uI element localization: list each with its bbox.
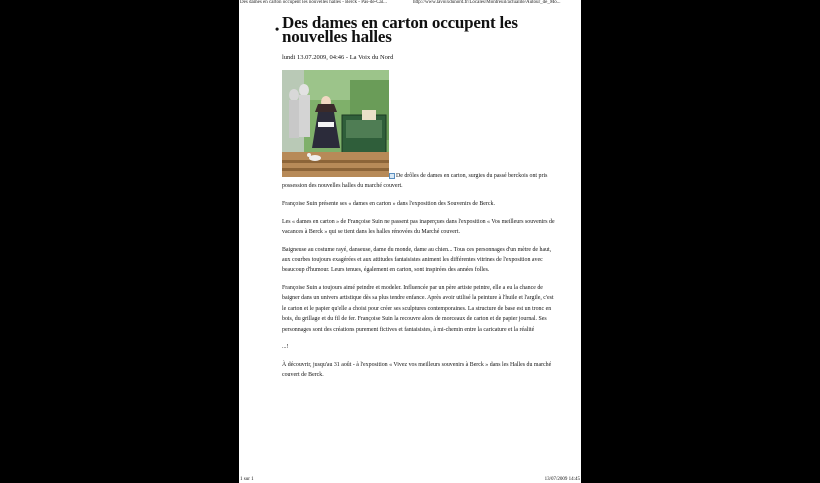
image-link-icon[interactable] — [389, 173, 395, 179]
article-paragraph: Les « dames en carton » de Françoise Suin ne passent pas inaperçues dans l'exposition « Vos meilleurs souvenirs de vacances à Berck » qui se tient dans les halles rénovées du Marché couvert. — [282, 218, 555, 235]
article-paragraph: De drôles de dames en carton, surgies du passé berckois ont pris possession des nouvelles halles du marché couvert. — [282, 173, 548, 190]
printed-page — [239, 0, 581, 483]
article-dateline: lundi 13.07.2009, 04:46 - La Voix du Nord — [282, 54, 394, 61]
print-footer-page: 1 sur 1 — [240, 477, 254, 482]
title-bullet-icon: • — [275, 22, 280, 36]
article-paragraph: À découvrir, jusqu'au 31 août - à l'exposition « Vivez vos meilleurs souvenirs à Berck » dans les Halles du marché couvert de Berck. — [282, 361, 552, 379]
photo-illustration — [282, 70, 389, 177]
article-body — [282, 171, 558, 388]
print-footer-timestamp: 13/07/2009 14:45 — [544, 477, 580, 482]
print-header-title: Des dames en carton occupent les nouvelles halles - Berck - Pas-de-Cal... — [240, 0, 387, 5]
print-header-url: http://www.lavoixdunord.fr/Locales/Montreuil/actualite/Autour_de_Mo... — [413, 0, 561, 5]
article-paragraph: Françoise Suin présente ses « dames en carton » dans l'exposition des Souvenirs de Berck. — [282, 201, 495, 207]
article-paragraph: Baigneuse au costume rayé, danseuse, dame du monde, dame au chien... Tous ces personnages d'un mètre de haut, aux courbes toujours exagérées et aux attitudes fantaisistes animent les différentes vitrines de l'exposition avec beaucoup d'humour. Leurs tenues, également en carton, sont inspirées des années folles. — [282, 246, 552, 274]
article-paragraph: ...! — [282, 344, 289, 351]
article-title: Des dames en carton occupent les nouvelles halles — [282, 13, 518, 46]
article-photo[interactable] — [282, 70, 389, 177]
article-paragraph: Françoise Suin a toujours aimé peindre et modeler. Influencée par un père artiste peintre, elle a eu la chance de baigner dans un univers artistique dès sa plus tendre enfance. Après avoir utilisé la peinture à l'huile et l'argile, c'est le carton et le papier qu'elle a choisi pour créer ses sculptures contemporaines. La structure de base est un tronc en bois, du grillage et du fil de fer. Françoise Suin la recouvre alors de morceaux de carton et de papier journal. Ses personnages sont des créations purement fictives et fantaisistes, à mi-chemin entre la caricature et la réalité — [282, 285, 554, 333]
